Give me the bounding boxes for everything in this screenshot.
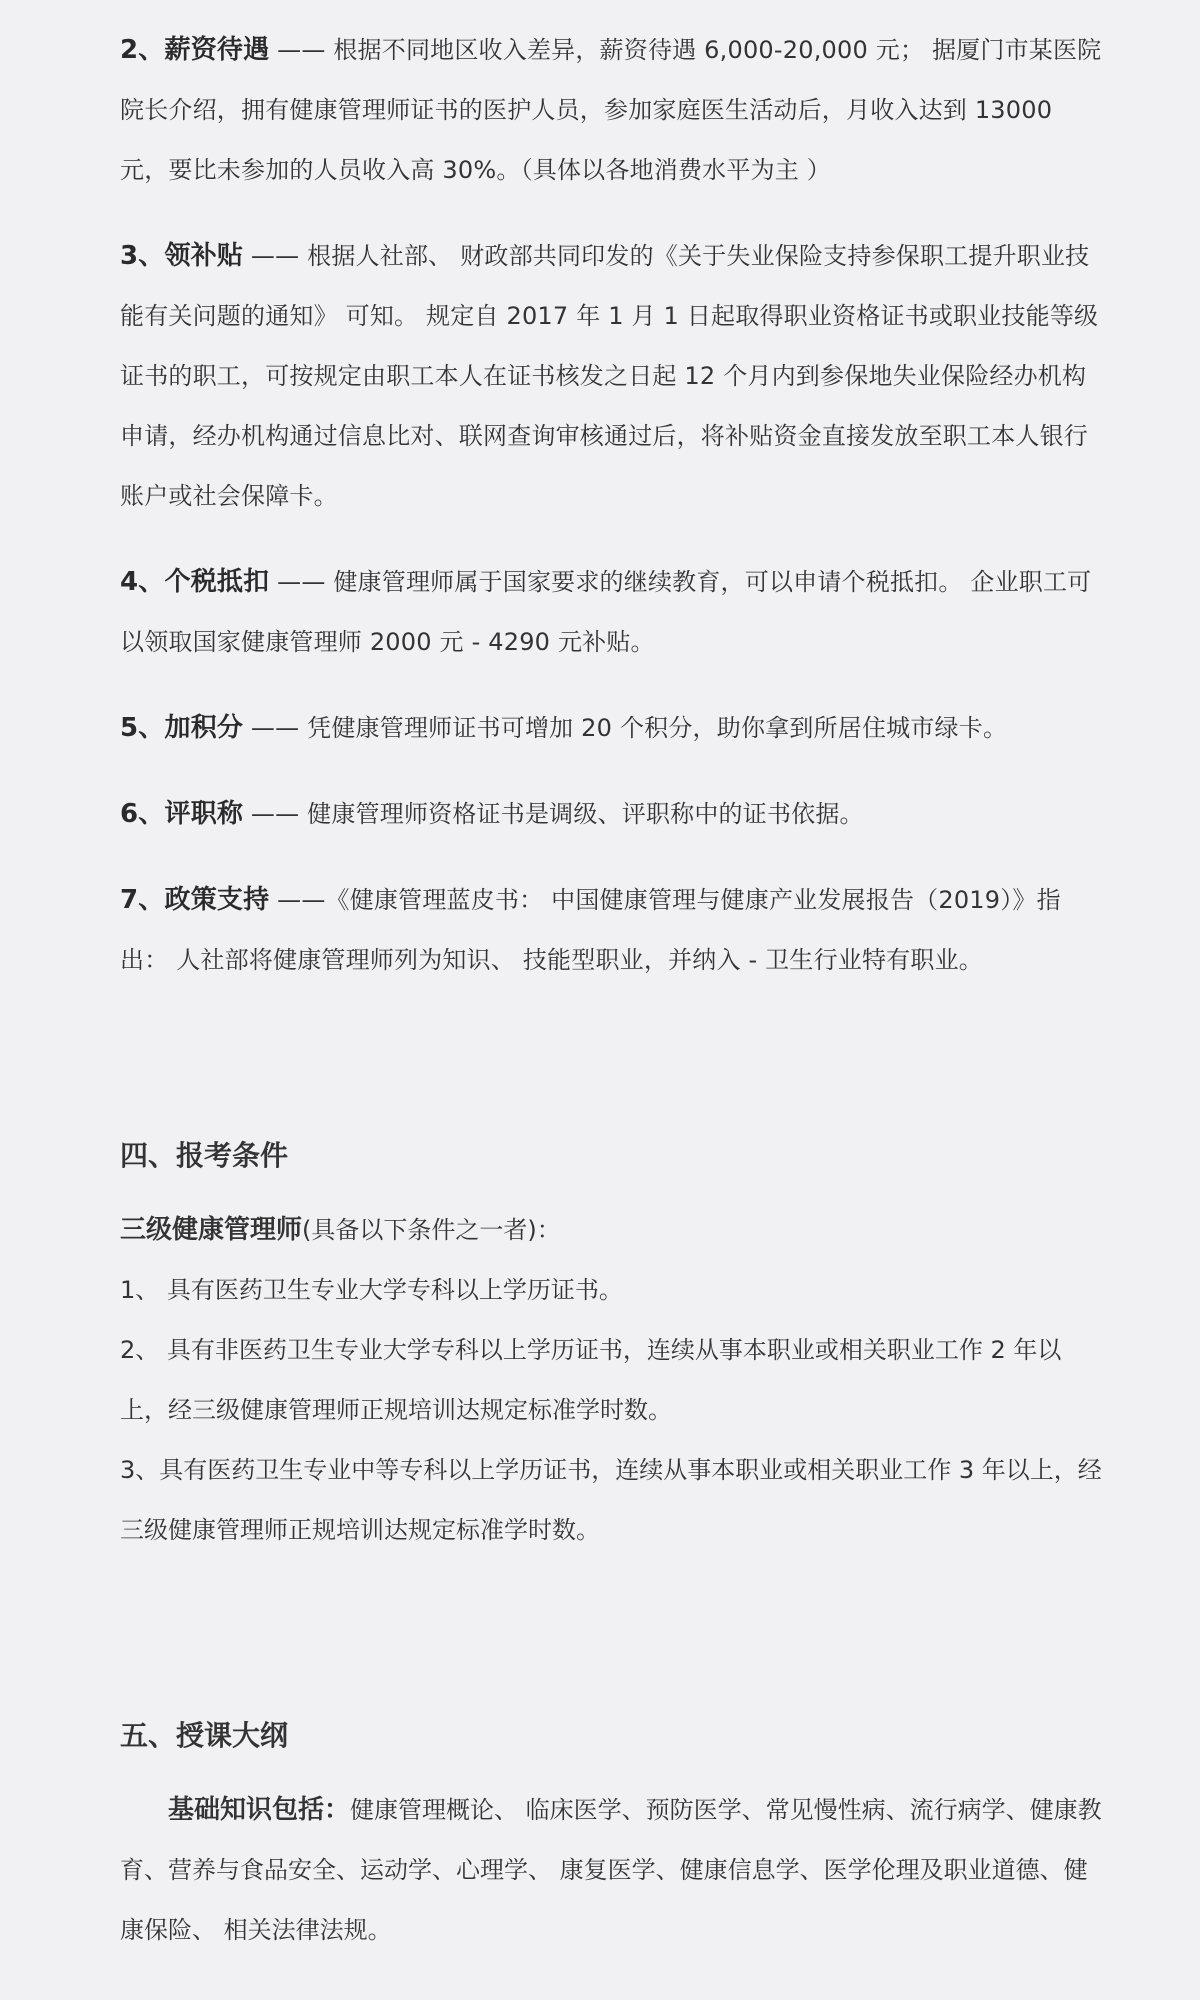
- benefit-text: —— 健康管理师资格证书是调级、评职称中的证书依据。: [243, 800, 864, 828]
- benefit-points: [120, 698, 1106, 758]
- benefit-lead: 3、领补贴: [120, 241, 244, 271]
- benefit-lead: 2、薪资待遇: [120, 35, 270, 65]
- benefit-salary: [120, 20, 1106, 200]
- benefit-lead: 5、加积分: [120, 713, 244, 743]
- benefit-tax-deduction: [120, 552, 1106, 672]
- requirement-item: 1、 具有医药卫生专业大学专科以上学历证书。: [120, 1276, 623, 1304]
- requirement-item: 3、具有医药卫生专业中等专科以上学历证书，连续从事本职业或相关职业工作 3 年以上，经三级健康管理师正规培训达规定标准学时数。: [120, 1456, 1102, 1544]
- syllabus-lead: 基础知识包括：: [168, 1795, 351, 1825]
- benefit-subsidy: [120, 226, 1106, 526]
- subheading-rest: (具备以下条件之一者)：: [302, 1216, 561, 1244]
- benefit-text: —— 健康管理师属于国家要求的继续教育，可以申请个税抵扣。 企业职工可以领取国家健康管理师 2000 元 - 4290 元补贴。: [120, 568, 1092, 656]
- benefit-lead: 6、评职称: [120, 799, 244, 829]
- benefit-lead: 7、政策支持: [120, 885, 270, 915]
- syllabus-paragraph: [120, 1780, 1106, 1960]
- section-title-requirements: 四、报考条件: [120, 1139, 289, 1172]
- benefit-lead: 4、个税抵扣: [120, 567, 270, 597]
- benefit-text: ——《健康管理蓝皮书： 中国健康管理与健康产业发展报告（2019）》指出： 人社部将健康管理师列为知识、 技能型职业，并纳入 - 卫生行业特有职业。: [120, 886, 1061, 974]
- section-title-syllabus: 五、授课大纲: [120, 1719, 289, 1752]
- benefit-text: —— 根据人社部、 财政部共同印发的《关于失业保险支持参保职工提升职业技能有关问题的通知》 可知。 规定自 2017 年 1 月 1 日起取得职业资格证书或职业技能等级证书的职工，可按规定由职工本人在证书核发之日起 12 个月内到参保地失业保险经办机构申请，经办机构通过信息比对、联网查询审核通过后，将补贴资金直接发放至职工本人银行账户或社会保障卡。: [120, 242, 1099, 510]
- benefit-policy-support: [120, 870, 1106, 990]
- syllabus-text: 健康管理概论、 临床医学、预防医学、常见慢性病、流行病学、健康教育、营养与食品安全、运动学、心理学、 康复医学、健康信息学、医学伦理及职业道德、健康保险、 相关法律法规。: [120, 1796, 1102, 1944]
- benefit-text: —— 凭健康管理师证书可增加 20 个积分，助你拿到所居住城市绿卡。: [243, 714, 1008, 742]
- benefit-text: —— 根据不同地区收入差异，薪资待遇 6,000-20,000 元； 据厦门市某医院院长介绍，拥有健康管理师证书的医护人员，参加家庭医生活动后，月收入达到 13000 元，要比未参加的人员收入高 30%。（具体以各地消费水平为主 ）: [120, 36, 1102, 184]
- subheading-lead: 三级健康管理师: [120, 1215, 303, 1245]
- requirement-item: 2、 具有非医药卫生专业大学专科以上学历证书，连续从事本职业或相关职业工作 2 年以上，经三级健康管理师正规培训达规定标准学时数。: [120, 1336, 1062, 1424]
- benefit-title-evaluation: [120, 784, 1106, 844]
- requirements-subheading: [120, 1200, 1106, 1260]
